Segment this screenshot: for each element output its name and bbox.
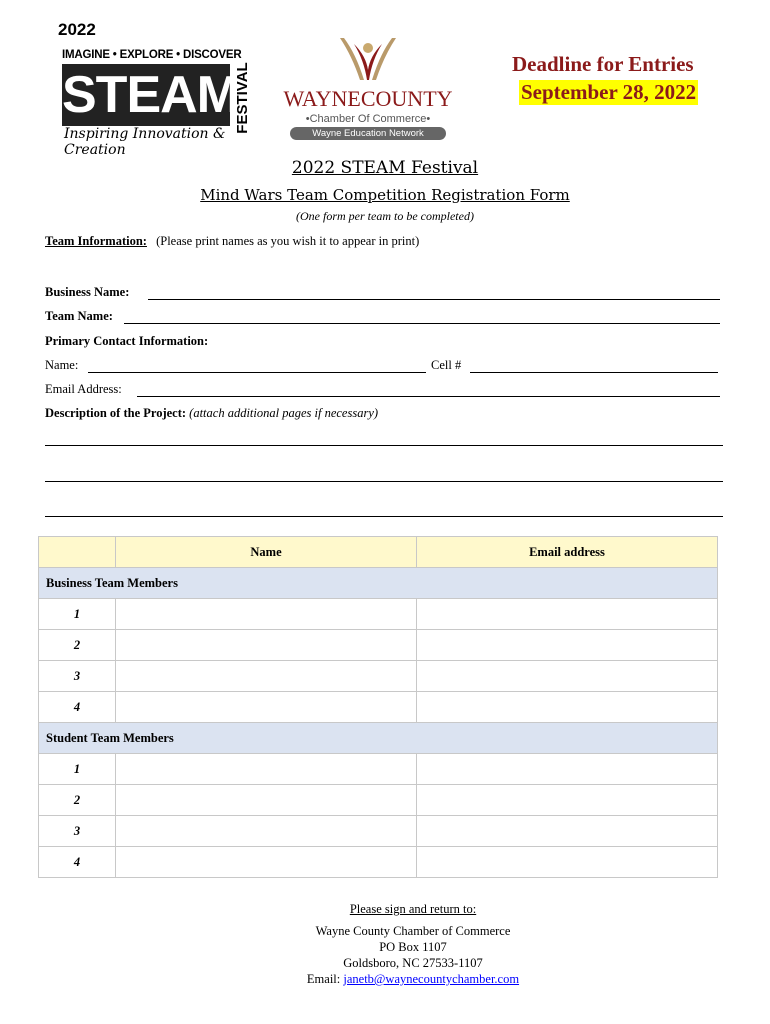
footer-org: Wayne County Chamber of Commerce	[315, 924, 511, 938]
deadline-date: September 28, 2022	[521, 80, 697, 104]
row-number: 1	[39, 599, 116, 630]
header-blank	[39, 537, 116, 568]
name-cell[interactable]	[116, 754, 417, 785]
logo-tagline: IMAGINE • EXPLORE • DISCOVER	[62, 49, 242, 61]
name-cell[interactable]	[116, 692, 417, 723]
footer-email-link[interactable]: janetb@waynecountychamber.com	[343, 972, 520, 986]
row-number: 4	[39, 692, 116, 723]
name-cell[interactable]	[116, 661, 417, 692]
name-cell[interactable]	[116, 630, 417, 661]
team-name-label: Team Name:	[45, 309, 113, 323]
footer-prompt: Please sign and return to:	[349, 902, 477, 916]
description-label: Description of the Project:	[45, 406, 187, 420]
email-cell[interactable]	[417, 630, 718, 661]
table-row	[39, 754, 718, 785]
name-cell[interactable]	[116, 816, 417, 847]
header-email: Email address	[417, 537, 718, 568]
email-cell[interactable]	[417, 785, 718, 816]
logo-steam-word: STEAM	[62, 66, 239, 124]
description-line-3[interactable]	[45, 516, 723, 517]
steam-festival-logo	[58, 20, 258, 158]
deadline-title: Deadline for Entries	[512, 52, 694, 76]
footer-po-box: PO Box 1107	[379, 940, 447, 954]
logo-festival-vertical: FESTIVAL	[234, 62, 251, 134]
table-row	[39, 816, 718, 847]
footer-email-label: Email:	[306, 972, 341, 986]
chamber-name: WAYNECOUNTY	[283, 86, 453, 111]
row-number: 1	[39, 754, 116, 785]
contact-name-label: Name:	[45, 358, 79, 372]
footer-city: Goldsboro, NC 27533-1107	[343, 956, 483, 970]
business-name-label: Business Name:	[45, 285, 130, 299]
email-field[interactable]	[137, 396, 720, 397]
section-student	[39, 723, 718, 754]
team-name-row	[45, 309, 113, 324]
description-line-1[interactable]	[45, 445, 723, 446]
education-network-badge: Wayne Education Network	[290, 127, 446, 140]
logo-year: 2022	[58, 20, 96, 39]
contact-name-field[interactable]	[88, 372, 426, 373]
row-number: 2	[39, 630, 116, 661]
description-note: (attach additional pages if necessary)	[189, 406, 379, 420]
email-label: Email Address:	[45, 382, 122, 396]
wayne-county-chamber-logo	[282, 36, 454, 140]
footer-email-line	[0, 972, 770, 987]
header-name: Name	[116, 537, 417, 568]
email-cell[interactable]	[417, 816, 718, 847]
email-cell[interactable]	[417, 754, 718, 785]
team-name-field[interactable]	[124, 323, 720, 324]
table-row	[39, 847, 718, 878]
row-number: 2	[39, 785, 116, 816]
row-number: 4	[39, 847, 116, 878]
email-cell[interactable]	[417, 847, 718, 878]
table-row	[39, 692, 718, 723]
table-row	[39, 630, 718, 661]
team-info-instruction: (Please print names as you wish it to appear in print)	[156, 234, 420, 248]
table-header-row	[39, 537, 718, 568]
table-row	[39, 785, 718, 816]
team-info-label: Team Information:	[45, 234, 147, 248]
table-row	[39, 599, 718, 630]
logo-slogan: Inspiring Innovation & Creation	[64, 126, 226, 158]
chamber-emblem-icon	[334, 36, 402, 86]
business-name-field[interactable]	[148, 299, 720, 300]
cell-field[interactable]	[470, 372, 718, 373]
name-cell[interactable]	[116, 785, 417, 816]
business-name-row	[45, 285, 129, 300]
form-note: (One form per team to be completed)	[296, 209, 474, 223]
table-row	[39, 661, 718, 692]
team-members-table	[38, 536, 718, 878]
team-info-line	[45, 234, 419, 249]
form-subtitle: Mind Wars Team Competition Registration Form	[200, 186, 570, 204]
row-number: 3	[39, 661, 116, 692]
section-title: Business Team Members	[39, 568, 718, 599]
description-row	[45, 406, 378, 421]
section-title: Student Team Members	[39, 723, 718, 754]
primary-contact-label: Primary Contact Information:	[45, 334, 209, 348]
cell-label: Cell #	[431, 358, 462, 372]
description-line-2[interactable]	[45, 481, 723, 482]
email-cell[interactable]	[417, 692, 718, 723]
chamber-subtitle: •Chamber Of Commerce•	[305, 113, 431, 125]
email-cell[interactable]	[417, 599, 718, 630]
form-title: 2022 STEAM Festival	[291, 158, 479, 178]
section-business	[39, 568, 718, 599]
name-cell[interactable]	[116, 599, 417, 630]
row-number: 3	[39, 816, 116, 847]
email-cell[interactable]	[417, 661, 718, 692]
name-cell[interactable]	[116, 847, 417, 878]
